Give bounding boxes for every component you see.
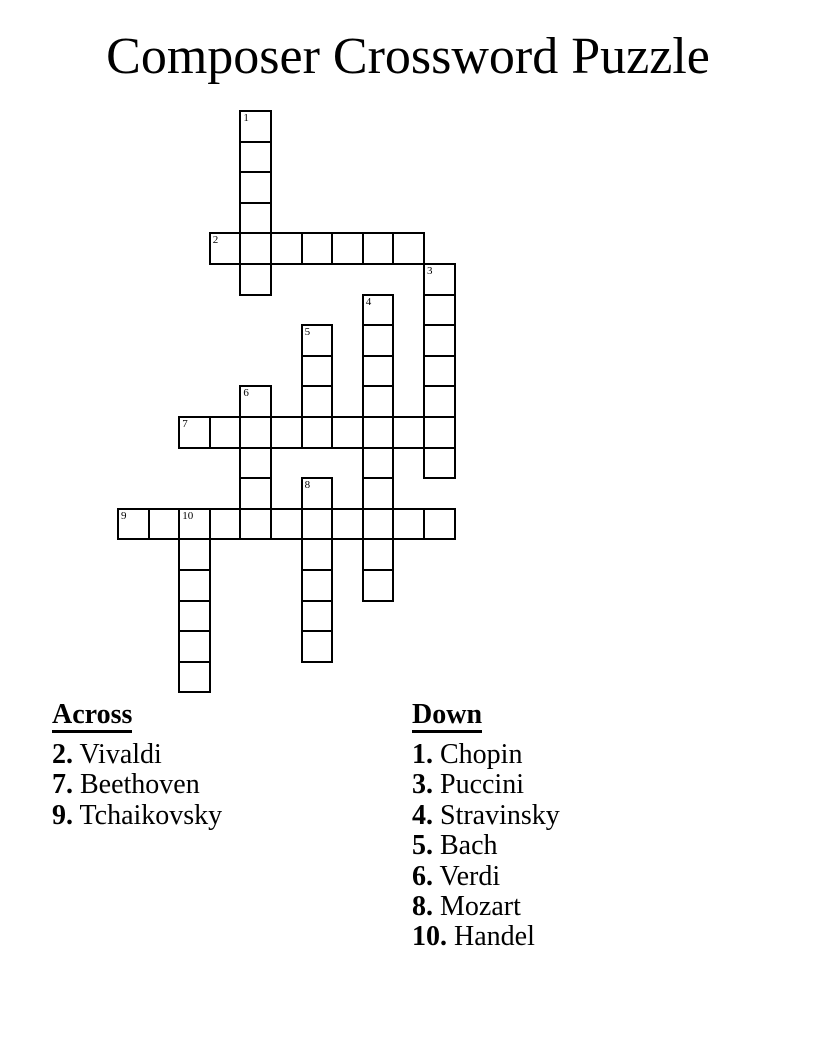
grid-cell-r10c7[interactable] — [331, 416, 364, 449]
grid-cell-r15c2[interactable] — [178, 569, 211, 602]
grid-cell-r10c5[interactable] — [270, 416, 303, 449]
clue-text: Beethoven — [73, 769, 200, 801]
grid-cell-r4c3[interactable] — [209, 232, 242, 265]
grid-cell-r5c4[interactable] — [239, 263, 272, 296]
grid-cell-r11c10[interactable] — [423, 447, 456, 480]
grid-cell-r4c9[interactable] — [392, 232, 425, 265]
grid-cell-r16c2[interactable] — [178, 600, 211, 633]
clue-number: 7. — [52, 769, 73, 801]
grid-cell-r7c8[interactable] — [362, 324, 395, 357]
grid-cell-r15c6[interactable] — [301, 569, 334, 602]
grid-cell-r13c2[interactable] — [178, 508, 211, 541]
across-heading — [52, 700, 222, 733]
clue-item-1 — [412, 740, 560, 770]
across-clue-list — [52, 740, 222, 831]
grid-cell-r17c6[interactable] — [301, 630, 334, 663]
cell-number: 10 — [182, 509, 194, 522]
clue-item-4 — [412, 801, 560, 831]
across-clues-section — [52, 700, 222, 831]
clue-text: Mozart — [433, 891, 521, 923]
grid-cell-r11c8[interactable] — [362, 447, 395, 480]
clue-number: 1. — [412, 739, 433, 770]
grid-cell-r13c3[interactable] — [209, 508, 242, 541]
grid-cell-r4c7[interactable] — [331, 232, 364, 265]
grid-cell-r10c4[interactable] — [239, 416, 272, 449]
down-heading — [412, 700, 560, 733]
clue-text: Puccini — [433, 769, 524, 801]
cell-number: 7 — [182, 418, 188, 430]
grid-cell-r13c1[interactable] — [148, 508, 181, 541]
clue-number: 4. — [412, 799, 433, 831]
down-clues-section — [412, 700, 560, 953]
grid-cell-r9c4[interactable] — [239, 385, 272, 418]
cell-number: 6 — [243, 387, 249, 400]
clue-number: 5. — [412, 830, 433, 862]
clue-number: 9. — [52, 799, 73, 831]
clue-text: Handel — [447, 921, 535, 953]
grid-cell-r4c6[interactable] — [301, 232, 334, 265]
grid-cell-r5c10[interactable] — [423, 263, 456, 296]
grid-cell-r6c8[interactable] — [362, 294, 395, 327]
grid-cell-r10c3[interactable] — [209, 416, 242, 449]
grid-cell-r10c8[interactable] — [362, 416, 395, 449]
grid-cell-r16c6[interactable] — [301, 600, 334, 633]
grid-cell-r9c6[interactable] — [301, 385, 334, 418]
grid-cell-r14c6[interactable] — [301, 538, 334, 571]
page-title: Composer Crossword Puzzle — [106, 28, 710, 85]
grid-cell-r18c2[interactable] — [178, 661, 211, 694]
grid-cell-r4c5[interactable] — [270, 232, 303, 265]
grid-cell-r6c10[interactable] — [423, 294, 456, 327]
grid-cell-r9c8[interactable] — [362, 385, 395, 418]
grid-cell-r13c10[interactable] — [423, 508, 456, 541]
grid-cell-r2c4[interactable] — [239, 171, 272, 204]
grid-cell-r13c8[interactable] — [362, 508, 395, 541]
grid-cell-r7c6[interactable] — [301, 324, 334, 357]
clue-number: 10. — [412, 921, 447, 953]
grid-cell-r11c4[interactable] — [239, 447, 272, 480]
clue-text: Bach — [433, 830, 498, 862]
clue-item-5 — [412, 831, 560, 861]
across-heading-label: Across — [52, 700, 132, 733]
down-clue-list — [412, 740, 560, 953]
grid-cell-r1c4[interactable] — [239, 141, 272, 174]
clue-item-10 — [412, 922, 560, 952]
grid-cell-r13c7[interactable] — [331, 508, 364, 541]
cell-number: 8 — [304, 479, 311, 492]
cell-number: 5 — [304, 326, 311, 339]
clue-number: 3. — [412, 769, 433, 801]
clue-text: Vivaldi — [73, 739, 162, 770]
grid-cell-r12c4[interactable] — [239, 477, 272, 510]
grid-cell-r0c4[interactable] — [239, 110, 272, 143]
clue-item-9 — [52, 801, 222, 831]
grid-cell-r13c0[interactable] — [117, 508, 150, 541]
grid-cell-r13c9[interactable] — [392, 508, 425, 541]
clue-text: Tchaikovsky — [73, 799, 223, 831]
grid-cell-r10c9[interactable] — [392, 416, 425, 449]
grid-cell-r10c2[interactable] — [178, 416, 211, 449]
grid-cell-r12c8[interactable] — [362, 477, 395, 510]
cell-number: 9 — [121, 509, 127, 522]
grid-cell-r4c4[interactable] — [239, 232, 272, 265]
clue-item-8 — [412, 892, 560, 922]
clue-number: 6. — [412, 860, 433, 892]
grid-cell-r14c8[interactable] — [362, 538, 395, 571]
clue-item-2 — [52, 740, 222, 770]
clue-text: Stravinsky — [433, 799, 560, 831]
grid-cell-r12c6[interactable] — [301, 477, 334, 510]
clue-item-3 — [412, 770, 560, 800]
clue-item-6 — [412, 862, 560, 892]
grid-cell-r8c6[interactable] — [301, 355, 334, 388]
clue-text: Verdi — [433, 860, 501, 892]
clue-text: Chopin — [433, 739, 523, 770]
grid-cell-r13c4[interactable] — [239, 508, 272, 541]
clue-number: 2. — [52, 739, 73, 770]
grid-cell-r8c8[interactable] — [362, 355, 395, 388]
grid-cell-r17c2[interactable] — [178, 630, 211, 663]
cell-number: 1 — [243, 112, 249, 124]
grid-cell-r3c4[interactable] — [239, 202, 272, 235]
grid-cell-r14c2[interactable] — [178, 538, 211, 571]
grid-cell-r13c6[interactable] — [301, 508, 334, 541]
cell-number: 4 — [365, 295, 372, 308]
grid-cell-r10c6[interactable] — [301, 416, 334, 449]
cell-number: 3 — [427, 265, 433, 277]
clue-number: 8. — [412, 891, 433, 923]
grid-cell-r15c8[interactable] — [362, 569, 395, 602]
grid-cell-r10c10[interactable] — [423, 416, 456, 449]
down-heading-label: Down — [412, 700, 482, 733]
grid-cell-r9c10[interactable] — [423, 385, 456, 418]
grid-cell-r13c5[interactable] — [270, 508, 303, 541]
grid-cell-r4c8[interactable] — [362, 232, 395, 265]
cell-number: 2 — [212, 234, 219, 247]
grid-cell-r8c10[interactable] — [423, 355, 456, 388]
grid-cell-r7c10[interactable] — [423, 324, 456, 357]
clue-item-7 — [52, 770, 222, 800]
